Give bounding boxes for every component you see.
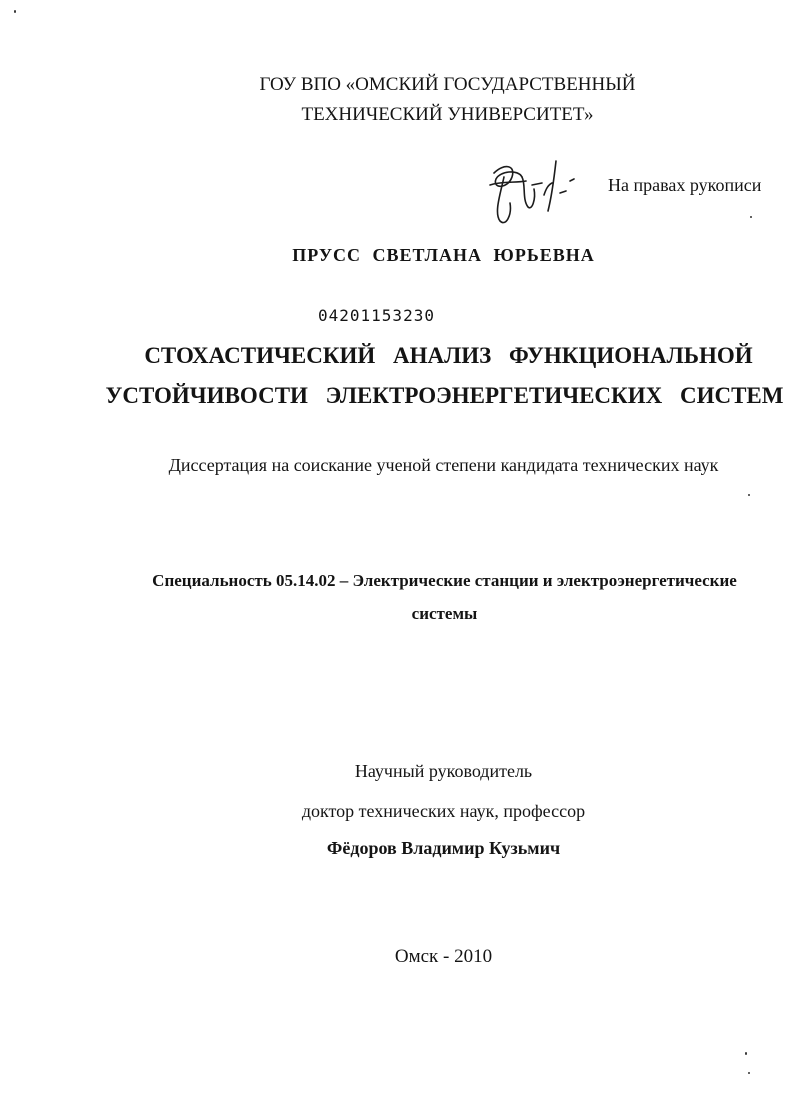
scan-speck bbox=[748, 494, 750, 496]
scan-speck bbox=[14, 10, 16, 13]
supervisor-label: Научный руководитель bbox=[354, 761, 533, 781]
scan-speck bbox=[745, 1052, 747, 1055]
author-name: ПРУСС СВЕТЛАНА ЮРЬЕВНА bbox=[292, 245, 595, 265]
supervisor-name: Фёдоров Владимир Кузьмич bbox=[326, 838, 561, 858]
signature-image bbox=[482, 155, 592, 230]
supervisor-degree: доктор технических наук, профессор bbox=[301, 801, 586, 821]
thesis-title-line-2: УСТОЙЧИВОСТИ ЭЛЕКТРОЭНЕРГЕТИЧЕСКИХ СИСТЕМ bbox=[105, 383, 784, 408]
organization-line-2: ТЕХНИЧЕСКИЙ УНИВЕРСИТЕТ» bbox=[301, 104, 594, 125]
specialty-line-1: Специальность 05.14.02 – Электрические станции и электроэнергетические bbox=[152, 571, 737, 590]
catalog-number: 04201153230 bbox=[318, 306, 435, 325]
dissertation-subtitle: Диссертация на соискание ученой степени кандидата технических наук bbox=[168, 455, 719, 475]
scan-speck bbox=[750, 216, 752, 218]
manuscript-rights-label: На правах рукописи bbox=[608, 175, 762, 195]
organization-line-1: ГОУ ВПО «ОМСКИЙ ГОСУДАРСТВЕННЫЙ bbox=[259, 74, 636, 95]
city-year: Омск - 2010 bbox=[394, 946, 493, 967]
specialty-line-2: системы bbox=[411, 604, 478, 623]
thesis-title-line-1: СТОХАСТИЧЕСКИЙ АНАЛИЗ ФУНКЦИОНАЛЬНОЙ bbox=[144, 343, 753, 368]
scan-speck bbox=[748, 1072, 750, 1074]
